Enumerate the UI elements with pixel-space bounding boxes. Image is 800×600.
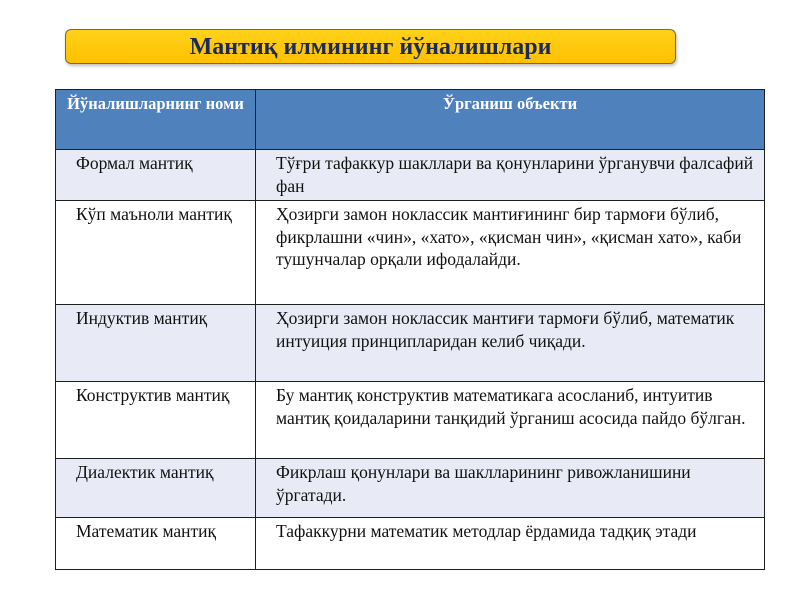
- study-object: Тўғри тафаккур шакллари ва қонунларини ўрганувчи фалсафий фан: [256, 150, 765, 201]
- table-row: [56, 150, 765, 201]
- header-direction-name: Йўналишларнинг номи: [56, 90, 256, 150]
- title-banner: [65, 29, 676, 64]
- study-object: Бу мантиқ конструктив математикага асосланиб, интуитив мантиқ қоидаларини танқидий ўрганиш асосида пайдо бўлган.: [256, 382, 765, 459]
- direction-name: Конструктив мантиқ: [56, 382, 256, 459]
- table-row: [56, 305, 765, 382]
- study-object: Ҳозирги замон ноклассик мантиғи тармоғи бўлиб, математик интуиция принципларидан келиб чиқади.: [256, 305, 765, 382]
- direction-name: Кўп маъноли мантиқ: [56, 201, 256, 305]
- study-object: Тафаккурни математик методлар ёрдамида тадқиқ этади: [256, 518, 765, 570]
- table-row: [56, 459, 765, 518]
- page-title: Мантиқ илмининг йўналишлари: [189, 33, 552, 60]
- table-header-row: [56, 90, 765, 150]
- direction-name: Математик мантиқ: [56, 518, 256, 570]
- table-row: [56, 201, 765, 305]
- header-study-object: Ўрганиш объекти: [256, 90, 765, 150]
- study-object: Фикрлаш қонунлари ва шаклларининг ривожланишини ўргатади.: [256, 459, 765, 518]
- table-row: [56, 518, 765, 570]
- direction-name: Индуктив мантиқ: [56, 305, 256, 382]
- directions-table: [55, 89, 765, 570]
- table-row: [56, 382, 765, 459]
- study-object: Ҳозирги замон ноклассик мантиғининг бир тармоғи бўлиб, фикрлашни «чин», «хато», «қисман чин», «қисман хато», каби тушунчалар орқали ифодалайди.: [256, 201, 765, 305]
- direction-name: Формал мантиқ: [56, 150, 256, 201]
- direction-name: Диалектик мантиқ: [56, 459, 256, 518]
